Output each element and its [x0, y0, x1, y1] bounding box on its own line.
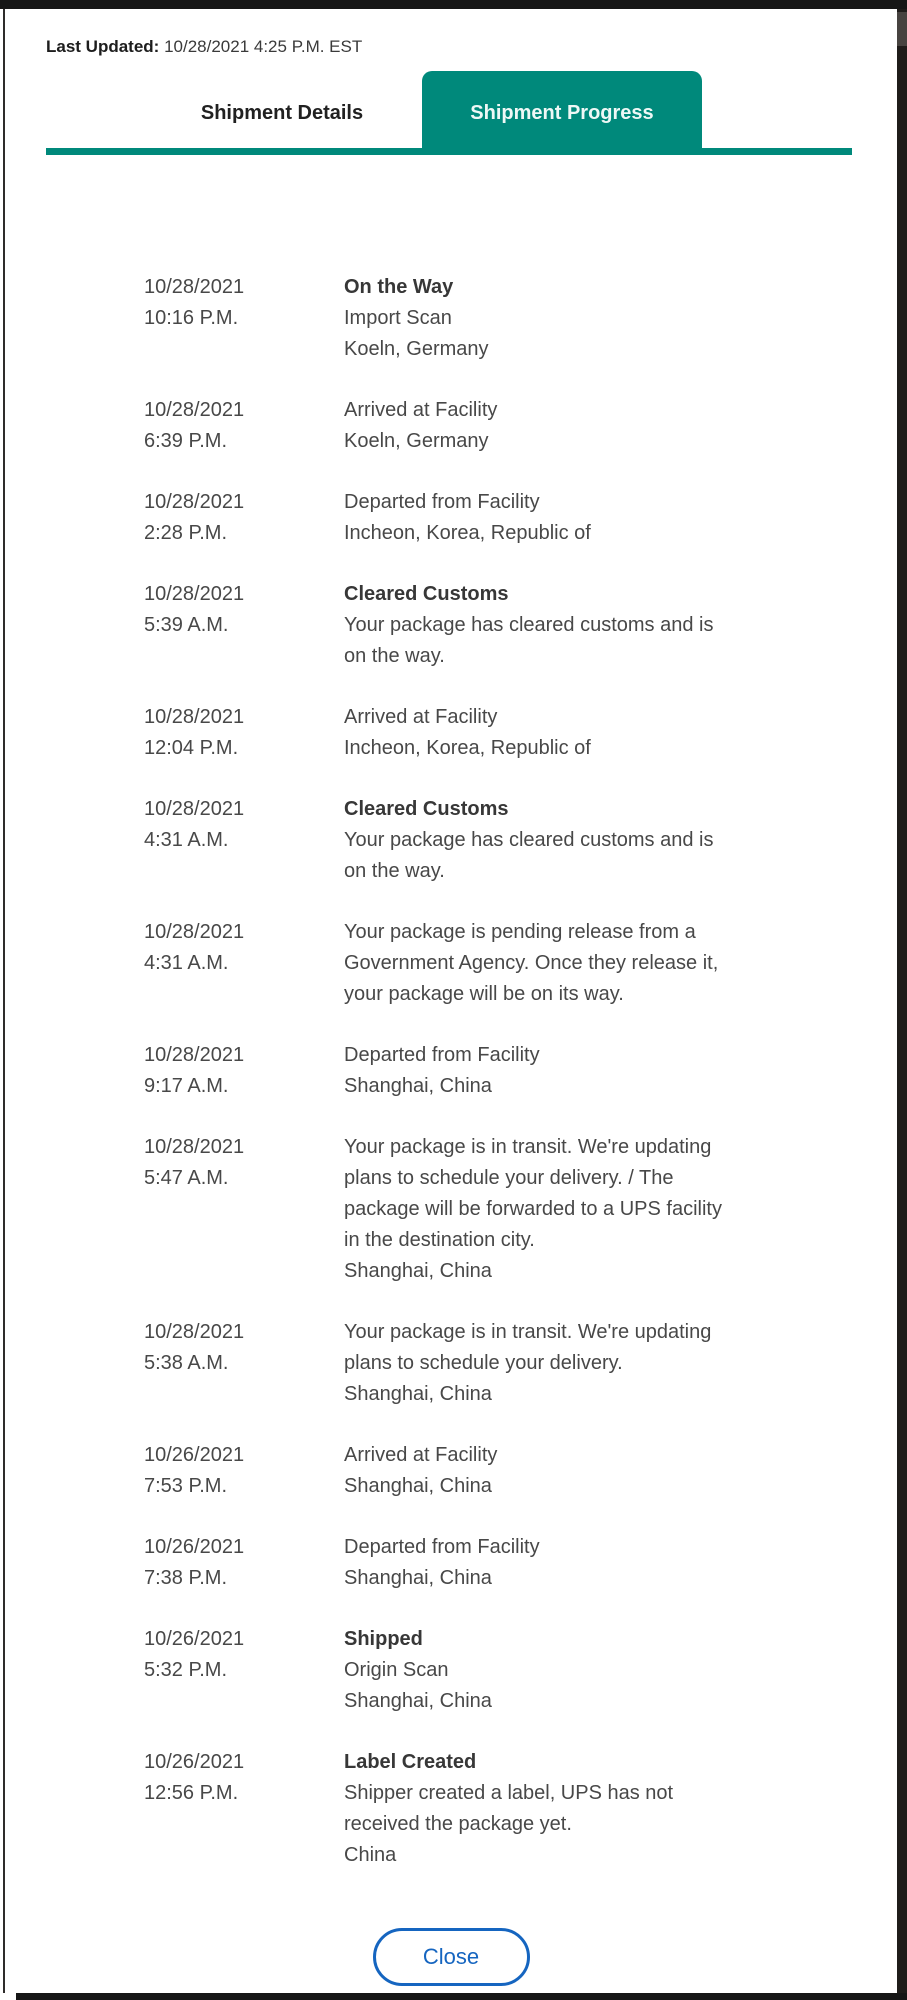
shipment-event-row	[144, 1040, 897, 1102]
event-detail-line: Origin Scan	[344, 1659, 449, 1681]
event-detail-line: Your package is pending release from a Government Agency. Once they release it, your package will be on its way.	[344, 921, 719, 1005]
shipment-event-row	[144, 794, 897, 887]
event-details	[344, 1532, 734, 1594]
page-frame-top	[0, 0, 907, 9]
event-date: 10/28/2021	[144, 921, 245, 943]
event-time: 12:04 P.M.	[144, 737, 239, 759]
event-date: 10/28/2021	[144, 583, 245, 605]
event-date: 10/28/2021	[144, 1321, 245, 1343]
event-time: 10:16 P.M.	[144, 307, 239, 329]
event-detail-line: Incheon, Korea, Republic of	[344, 522, 591, 544]
shipment-event-row	[144, 1132, 897, 1287]
event-date: 10/28/2021	[144, 276, 245, 298]
event-detail-line: Shanghai, China	[344, 1567, 492, 1589]
event-detail-line: Departed from Facility	[344, 491, 540, 513]
event-title: Cleared Customs	[344, 798, 509, 820]
shipment-event-row	[144, 487, 897, 549]
event-detail-line: Your package is in transit. We're updating plans to schedule your delivery. / The package will be forwarded to a UPS facility in the destination city.	[344, 1136, 722, 1251]
event-datetime	[144, 1624, 344, 1717]
event-title: On the Way	[344, 276, 454, 298]
event-details	[344, 1317, 734, 1410]
event-title: Label Created	[344, 1751, 477, 1773]
event-detail-line: Shipper created a label, UPS has not received the package yet.	[344, 1782, 674, 1835]
event-datetime	[144, 917, 344, 1010]
scrollbar-thumb[interactable]	[897, 12, 907, 46]
page-frame-bottom	[16, 1993, 907, 2000]
tab-bar	[142, 71, 897, 155]
event-detail-line: Shanghai, China	[344, 1475, 492, 1497]
event-time: 4:31 A.M.	[144, 829, 229, 851]
event-time: 5:39 A.M.	[144, 614, 229, 636]
event-date: 10/26/2021	[144, 1751, 245, 1773]
event-details	[344, 487, 734, 549]
shipment-event-row	[144, 272, 897, 365]
event-datetime	[144, 1747, 344, 1871]
shipment-event-row	[144, 1317, 897, 1410]
event-details	[344, 272, 734, 365]
event-datetime	[144, 579, 344, 672]
event-details	[344, 794, 734, 887]
last-updated-label: Last Updated:	[46, 37, 160, 56]
event-time: 2:28 P.M.	[144, 522, 228, 544]
last-updated-value: 10/28/2021 4:25 P.M. EST	[164, 37, 363, 56]
tab-shipment-progress-label: Shipment Progress	[470, 101, 654, 124]
shipment-event-row	[144, 395, 897, 457]
event-details	[344, 1040, 734, 1102]
shipment-event-row	[144, 917, 897, 1010]
event-date: 10/28/2021	[144, 491, 245, 513]
event-time: 5:47 A.M.	[144, 1167, 229, 1189]
event-datetime	[144, 702, 344, 764]
event-details	[344, 579, 734, 672]
shipment-event-row	[144, 579, 897, 672]
event-details	[344, 1624, 734, 1717]
event-details	[344, 395, 734, 457]
event-datetime	[144, 1317, 344, 1410]
tracking-modal	[5, 9, 897, 1993]
event-time: 5:38 A.M.	[144, 1352, 229, 1374]
event-detail-line: Departed from Facility	[344, 1536, 540, 1558]
event-details	[344, 1132, 734, 1287]
event-time: 9:17 A.M.	[144, 1075, 229, 1097]
event-detail-line: Shanghai, China	[344, 1383, 492, 1405]
events-list	[5, 272, 897, 1871]
shipment-event-row	[144, 1624, 897, 1717]
event-details	[344, 917, 734, 1010]
event-detail-line: Incheon, Korea, Republic of	[344, 737, 591, 759]
event-date: 10/26/2021	[144, 1536, 245, 1558]
event-detail-line: Import Scan	[344, 307, 452, 329]
event-detail-line: Koeln, Germany	[344, 430, 489, 452]
event-time: 5:32 P.M.	[144, 1659, 228, 1681]
tab-shipment-progress[interactable]	[422, 71, 702, 155]
event-detail-line: Shanghai, China	[344, 1260, 492, 1282]
modal-footer	[5, 1928, 897, 1986]
event-details	[344, 1747, 734, 1871]
event-datetime	[144, 272, 344, 365]
event-datetime	[144, 1532, 344, 1594]
event-detail-line: Arrived at Facility	[344, 1444, 498, 1466]
shipment-event-row	[144, 1747, 897, 1871]
event-date: 10/26/2021	[144, 1628, 245, 1650]
event-detail-line: Your package has cleared customs and is on the way.	[344, 829, 714, 882]
event-time: 7:38 P.M.	[144, 1567, 228, 1589]
event-date: 10/28/2021	[144, 798, 245, 820]
event-date: 10/28/2021	[144, 399, 245, 421]
event-detail-line: Arrived at Facility	[344, 706, 498, 728]
event-detail-line: Shanghai, China	[344, 1690, 492, 1712]
event-date: 10/28/2021	[144, 1044, 245, 1066]
event-date: 10/26/2021	[144, 1444, 245, 1466]
event-detail-line: China	[344, 1844, 397, 1866]
shipment-event-row	[144, 1532, 897, 1594]
tab-shipment-details-label: Shipment Details	[200, 101, 364, 124]
event-detail-line: Your package is in transit. We're updating plans to schedule your delivery.	[344, 1321, 712, 1374]
event-time: 7:53 P.M.	[144, 1475, 228, 1497]
event-detail-line: Shanghai, China	[344, 1075, 492, 1097]
event-date: 10/28/2021	[144, 706, 245, 728]
event-detail-line: Departed from Facility	[344, 1044, 540, 1066]
event-detail-line: Arrived at Facility	[344, 399, 498, 421]
event-time: 4:31 A.M.	[144, 952, 229, 974]
event-datetime	[144, 1440, 344, 1502]
event-datetime	[144, 487, 344, 549]
event-datetime	[144, 1040, 344, 1102]
event-time: 12:56 P.M.	[144, 1782, 239, 1804]
shipment-event-row	[144, 702, 897, 764]
event-datetime	[144, 1132, 344, 1287]
event-time: 6:39 P.M.	[144, 430, 228, 452]
event-details	[344, 702, 734, 764]
close-button[interactable]: Close	[373, 1928, 530, 1986]
event-title: Shipped	[344, 1628, 423, 1650]
scrollbar-track[interactable]	[897, 9, 907, 2000]
event-detail-line: Your package has cleared customs and is on the way.	[344, 614, 714, 667]
shipment-event-row	[144, 1440, 897, 1502]
last-updated	[46, 36, 897, 58]
event-detail-line: Koeln, Germany	[344, 338, 489, 360]
event-title: Cleared Customs	[344, 583, 509, 605]
event-details	[344, 1440, 734, 1502]
event-datetime	[144, 794, 344, 887]
event-date: 10/28/2021	[144, 1136, 245, 1158]
tab-shipment-details[interactable]	[142, 71, 422, 155]
event-datetime	[144, 395, 344, 457]
